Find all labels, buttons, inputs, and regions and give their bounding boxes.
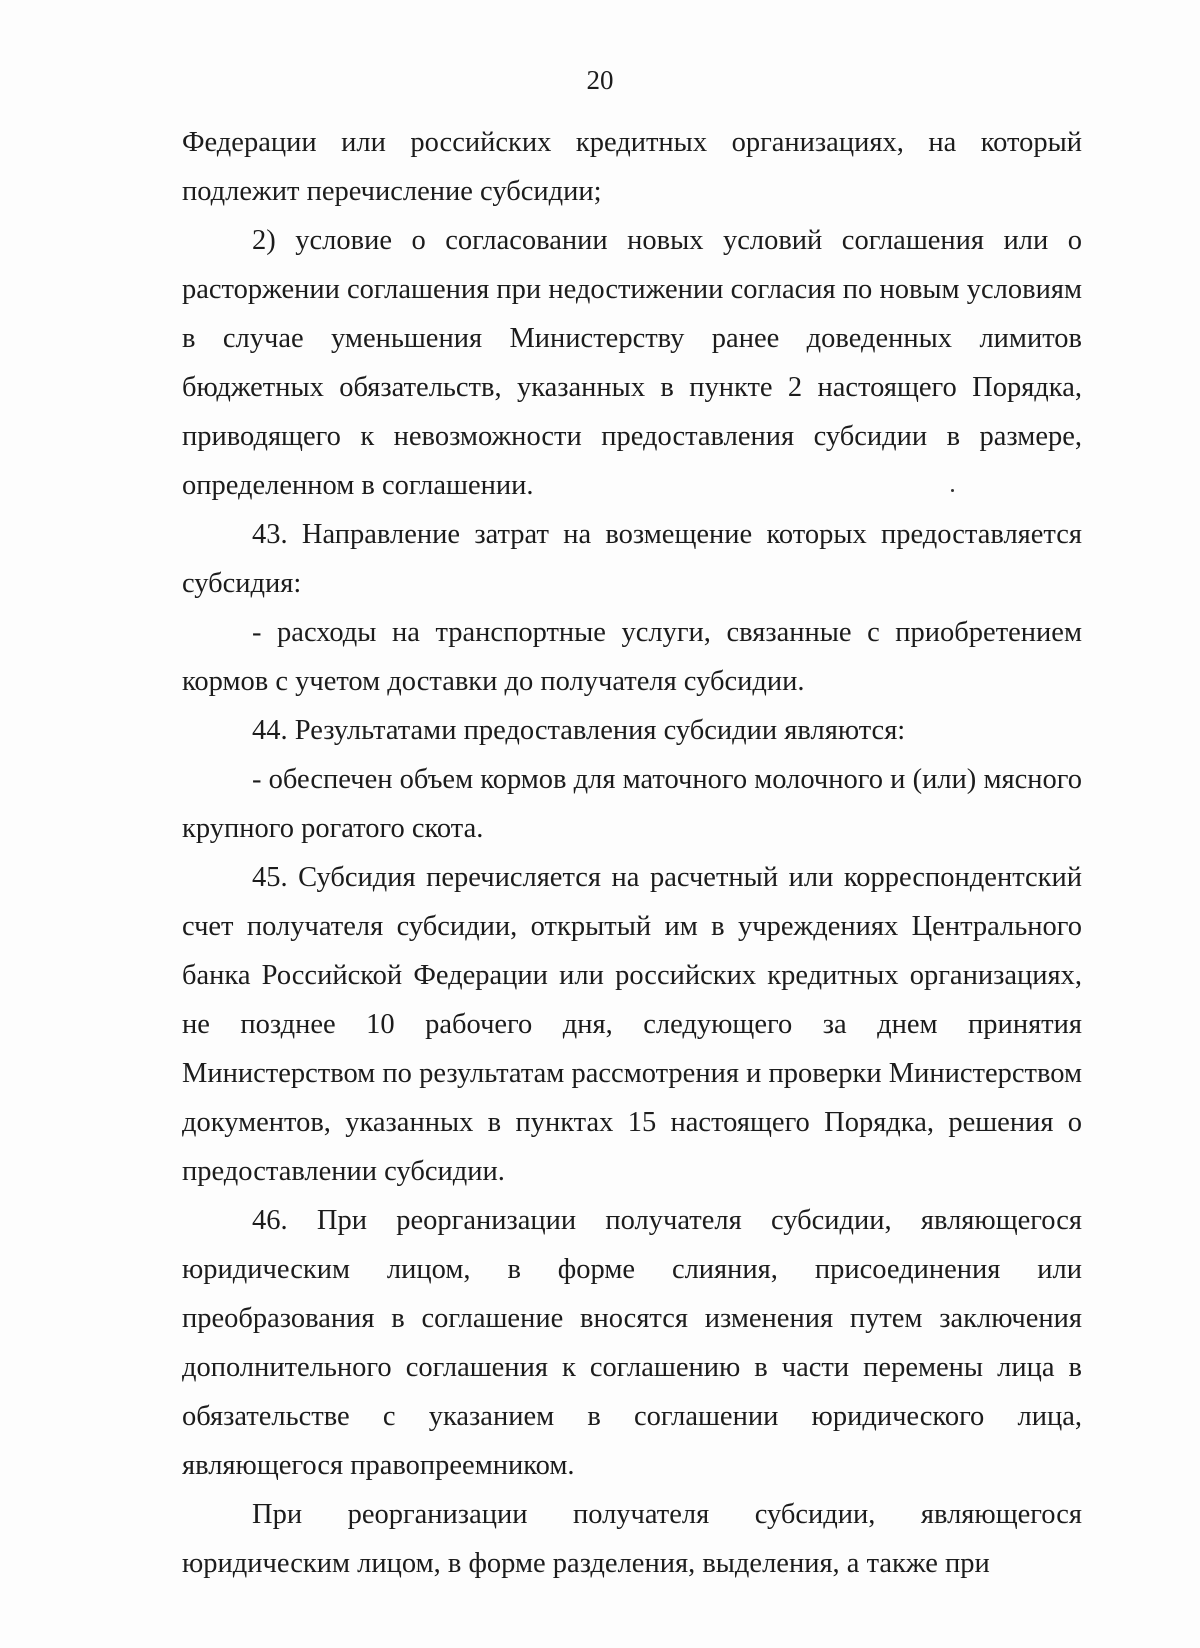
- paragraph-46: 46. При реорганизации получателя субсидии, являющегося юридическим лицом, в форме слияния, присоединения или преобразования в соглашение вносятся изменения путем заключения дополнительного соглашения к соглашению в части перемены лица в обязательстве с указанием в соглашении юридического лица, являющегося правопреемником.: [182, 1205, 1082, 1481]
- paragraph-45: 45. Субсидия перечисляется на расчетный или корреспондентский счет получателя субсидии, открытый им в учреждениях Центрального банка Российской Федерации или российских кредитных организациях, не позднее 10 рабочего дня, следующего за днем принятия Министерством по результатам рассмотрения и проверки Министерством документов, указанных в пунктах 15 настоящего Порядка, решения о предоставлении субсидии.: [182, 862, 1082, 1187]
- paragraph-46-continued: При реорганизации получателя субсидии, являющегося юридическим лицом, в форме разделения, выделения, а также при: [182, 1499, 1082, 1579]
- paragraph-44-item: - обеспечен объем кормов для маточного молочного и (или) мясного крупного рогатого скота.: [182, 764, 1082, 844]
- paragraph-43-item: - расходы на транспортные услуги, связанные с приобретением кормов с учетом доставки до получателя субсидии.: [182, 617, 1082, 697]
- scan-speck: [951, 489, 954, 492]
- paragraph-continuation: Федерации или российских кредитных организациях, на который подлежит перечисление субсидии;: [182, 127, 1082, 207]
- paragraph-44: 44. Результатами предоставления субсидии являются:: [252, 715, 906, 746]
- document-body: [182, 118, 1082, 1588]
- paragraph-item-2: 2) условие о согласовании новых условий соглашения или о расторжении соглашения при недостижении согласия по новым условиям в случае уменьшения Министерству ранее доведенных лимитов бюджетных обязательств, указанных в пункте 2 настоящего Порядка, приводящего к невозможности предоставления субсидии в размере, определенном в соглашении.: [182, 225, 1082, 501]
- paragraph-43: 43. Направление затрат на возмещение которых предоставляется субсидия:: [182, 519, 1082, 599]
- page-number: 20: [586, 65, 614, 95]
